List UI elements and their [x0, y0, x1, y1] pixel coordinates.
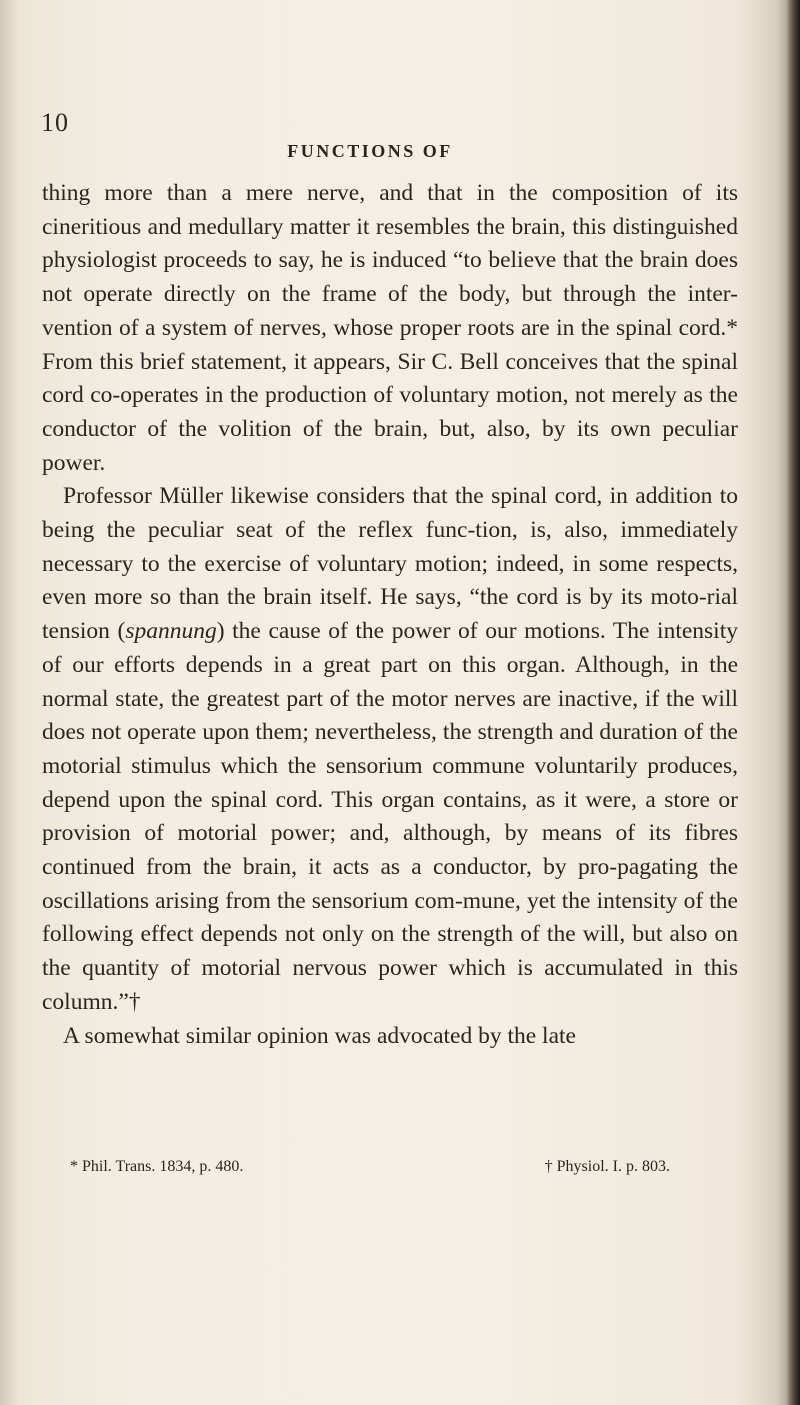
page-left-shading: [0, 0, 20, 1405]
paragraph-2: [42, 480, 738, 1019]
footnote-2: † Physiol. I. p. 803.: [544, 1158, 670, 1175]
running-head-text: FUNCTIONS OF: [287, 141, 453, 161]
footnote-1: * Phil. Trans. 1834, p. 480.: [70, 1158, 244, 1175]
running-head: [0, 141, 800, 162]
book-binding-edge: [786, 0, 800, 1405]
paragraph-2-part-2: ) the cause of the power of our motions. The intensity of our efforts depends in a great part on this organ. Although, in the normal state, the greatest part of the motor nerves are inactive, if the will does not operate upon them; nevertheless, the strength and duration of the motorial stimulus which the sensorium commune voluntarily produces, depend upon the spinal cord. This organ contains, as it were, a store or provision of motorial power; and, although, by means of its fibres continued from the brain, it acts as a conductor, by pro-pagating the oscillations arising from the sensorium com-mune, yet the intensity of the following effect depends not only on the strength of the will, but also on the quantity of motorial nervous power which is accumulated in this column.”†: [42, 618, 738, 1015]
paragraph-2-italic-term: spannung: [125, 618, 217, 645]
footnotes: [70, 1158, 670, 1176]
page-number: 10: [41, 108, 69, 137]
body-text: [42, 177, 738, 1053]
paragraph-2-part-1: Professor Müller likewise considers that the spinal cord, in addition to being the peculiar seat of the reflex func-tion, is, also, immediately necessary to the exercise of voluntary motion; indeed, in some respects, even more so than the brain itself. He says, “the cord is by its moto-rial tension (: [42, 483, 738, 645]
paragraph-3: A somewhat similar opinion was advocated by the late: [63, 1022, 576, 1049]
paragraph-1: thing more than a mere nerve, and that in the composition of its cineritious and medullary matter it resembles the brain, this distinguished physiologist proceeds to say, he is induced “to believe that the brain does not operate directly on the frame of the body, but through the inter-vention of a system of nerves, whose proper roots are in the spinal cord.* From this brief statement, it appears, Sir C. Bell conceives that the spinal cord co-operates in the production of voluntary motion, not merely as the conductor of the volition of the brain, but, also, by its own peculiar power.: [42, 180, 738, 476]
